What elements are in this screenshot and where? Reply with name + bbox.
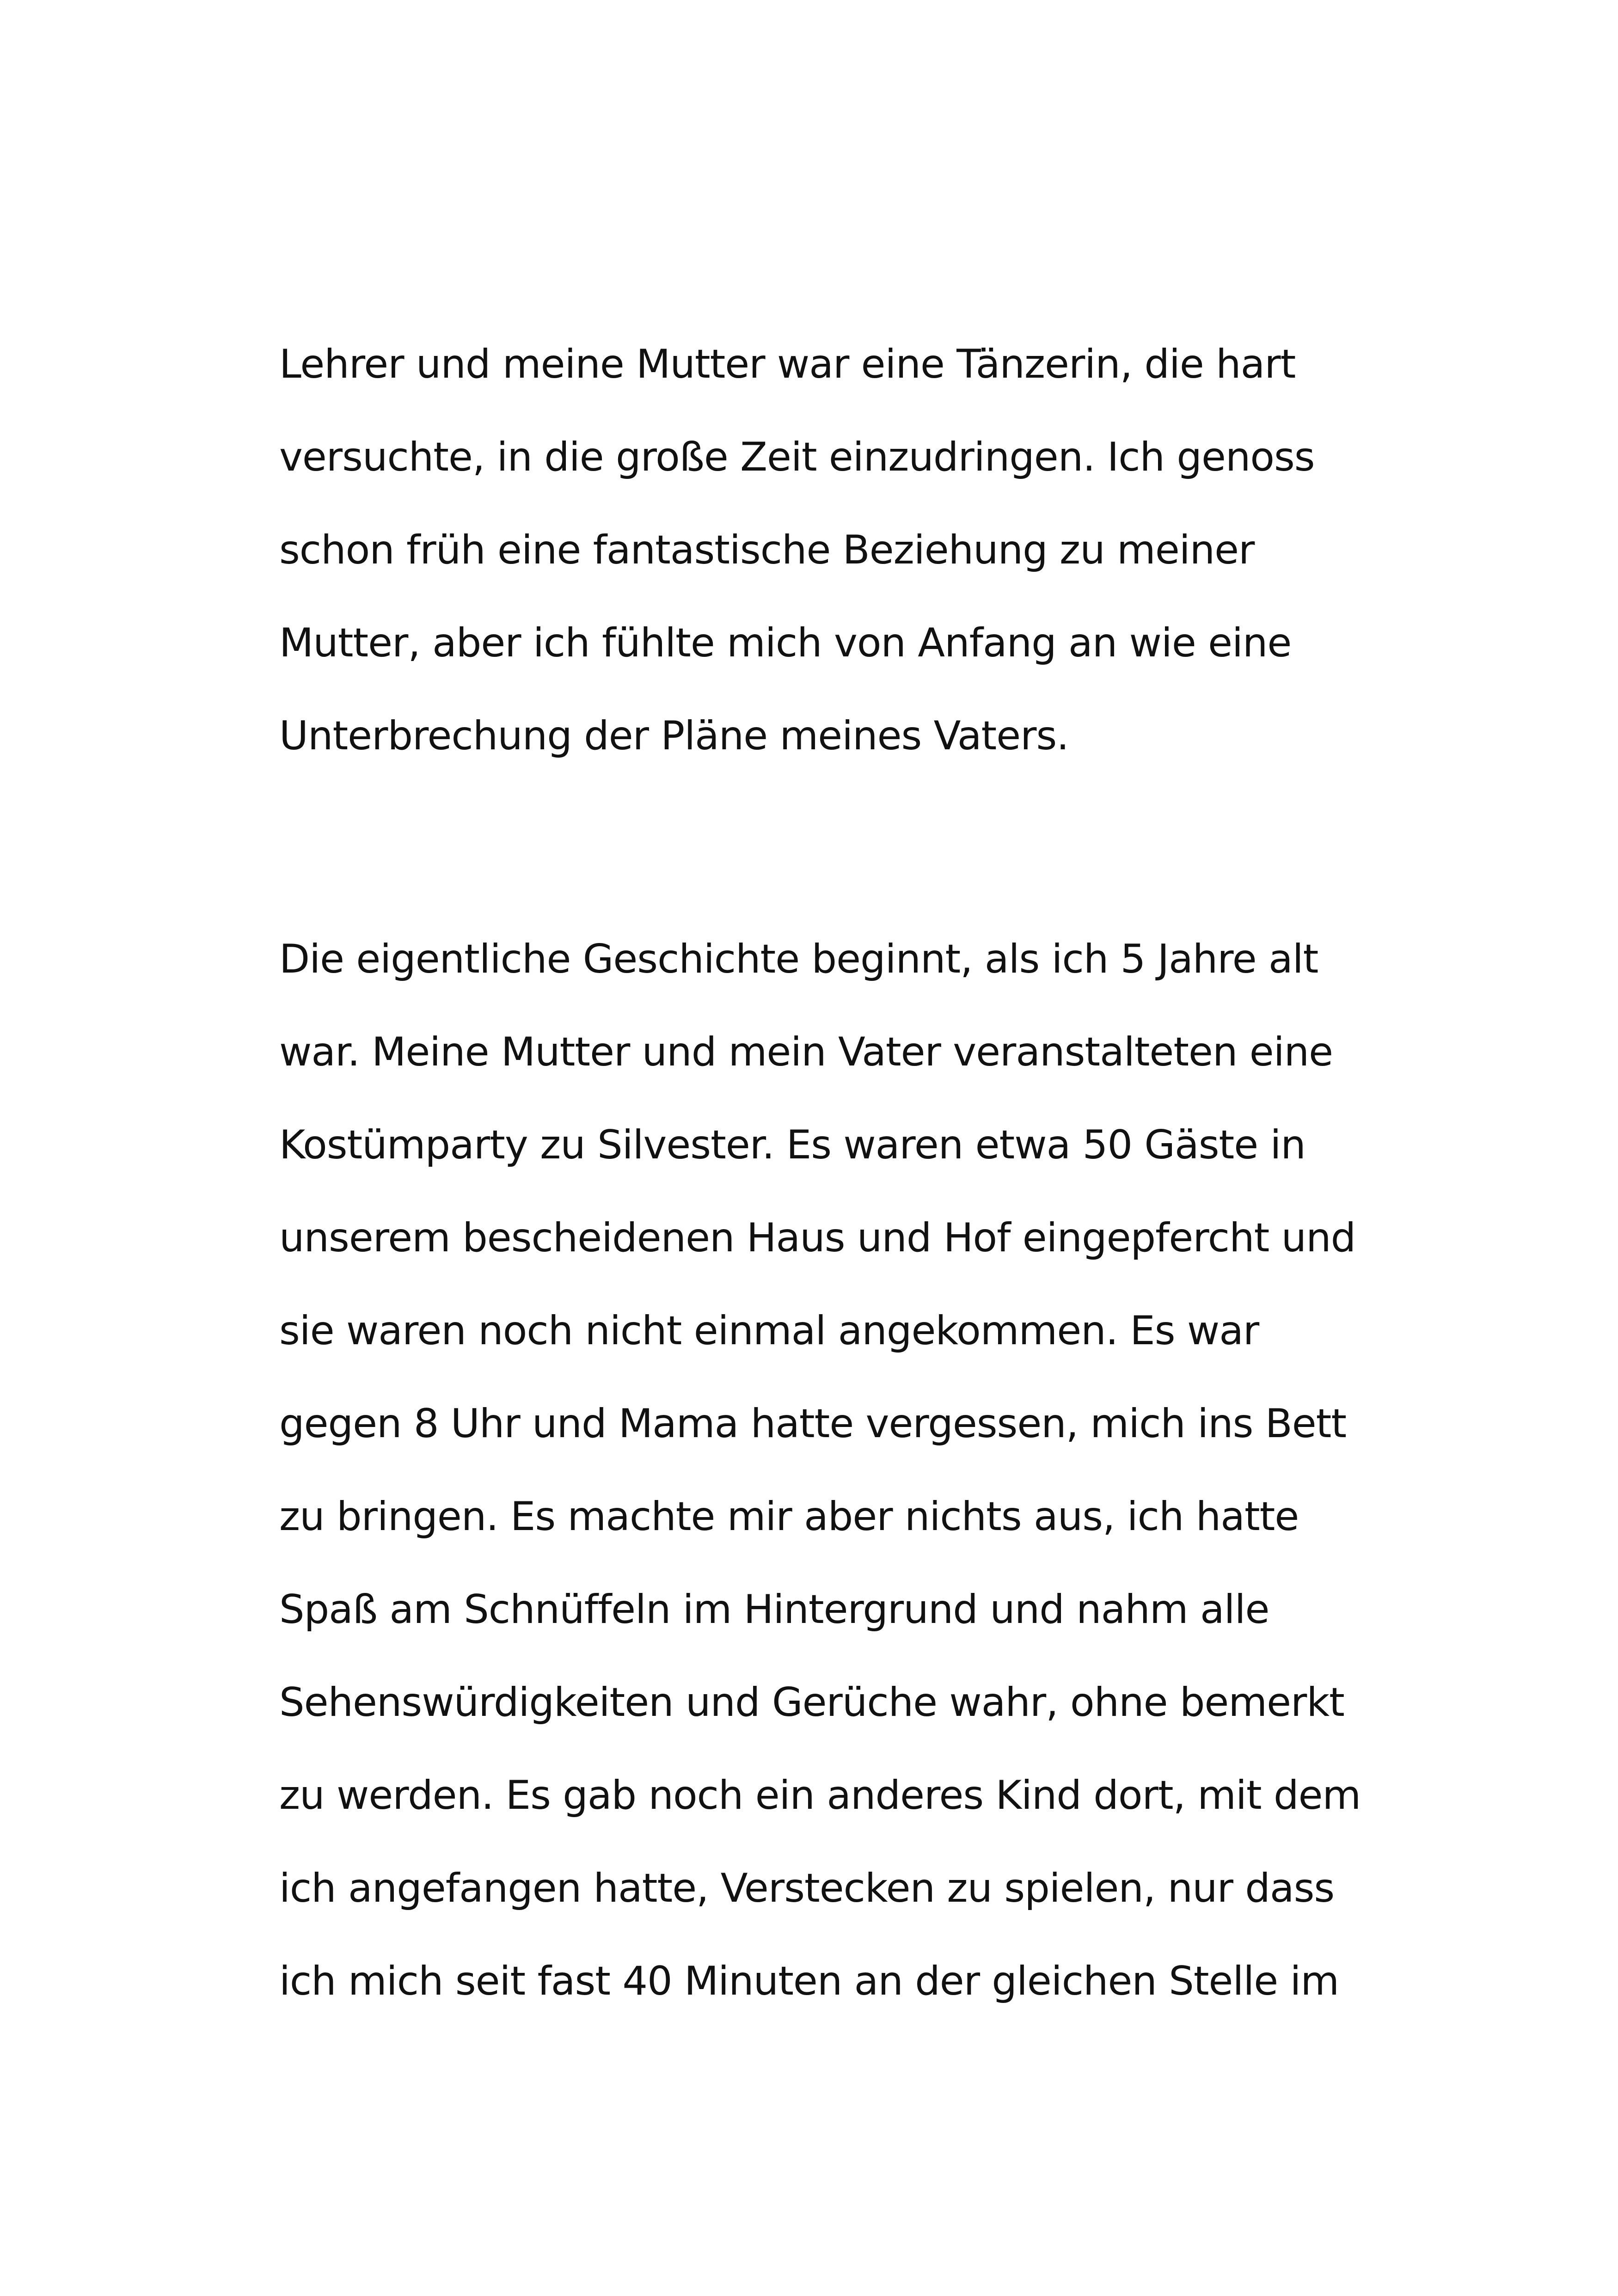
text-line: Die eigentliche Geschichte beginnt, als ich 5 Jahre alt	[279, 936, 1318, 982]
text-line: Sehenswürdigkeiten und Gerüche wahr, ohne bemerkt	[279, 1679, 1344, 1726]
text-line: zu bringen. Es machte mir aber nichts aus, ich hatte	[279, 1494, 1299, 1540]
text-line: schon früh eine fantastische Beziehung zu meiner	[279, 527, 1255, 573]
text-line: ich mich seit fast 40 Minuten an der gleichen Stelle im	[279, 1958, 1339, 2004]
text-line: Mutter, aber ich fühlte mich von Anfang an wie eine	[279, 620, 1292, 666]
text-line: gegen 8 Uhr und Mama hatte vergessen, mich ins Bett	[279, 1401, 1347, 1447]
text-line: Kostümparty zu Silvester. Es waren etwa 50 Gäste in	[279, 1122, 1305, 1168]
text-line: zu werden. Es gab noch ein anderes Kind dort, mit dem	[279, 1772, 1361, 1818]
text-line: Unterbrechung der Pläne meines Vaters.	[279, 713, 1069, 759]
text-line: versuchte, in die große Zeit einzudringen. Ich genoss	[279, 434, 1315, 480]
text-line: war. Meine Mutter und mein Vater veranstalteten eine	[279, 1029, 1333, 1075]
text-line: Lehrer und meine Mutter war eine Tänzerin, die hart	[279, 341, 1296, 387]
paragraph-1	[279, 318, 1389, 783]
text-line: ich angefangen hatte, Verstecken zu spielen, nur dass	[279, 1865, 1335, 1911]
text-line: sie waren noch nicht einmal angekommen. Es war	[279, 1308, 1259, 1354]
text-line: unserem bescheidenen Haus und Hof eingepfercht und	[279, 1215, 1356, 1261]
text-line: Spaß am Schnüffeln im Hintergrund und nahm alle	[279, 1586, 1269, 1633]
paragraph-2	[279, 913, 1389, 2028]
